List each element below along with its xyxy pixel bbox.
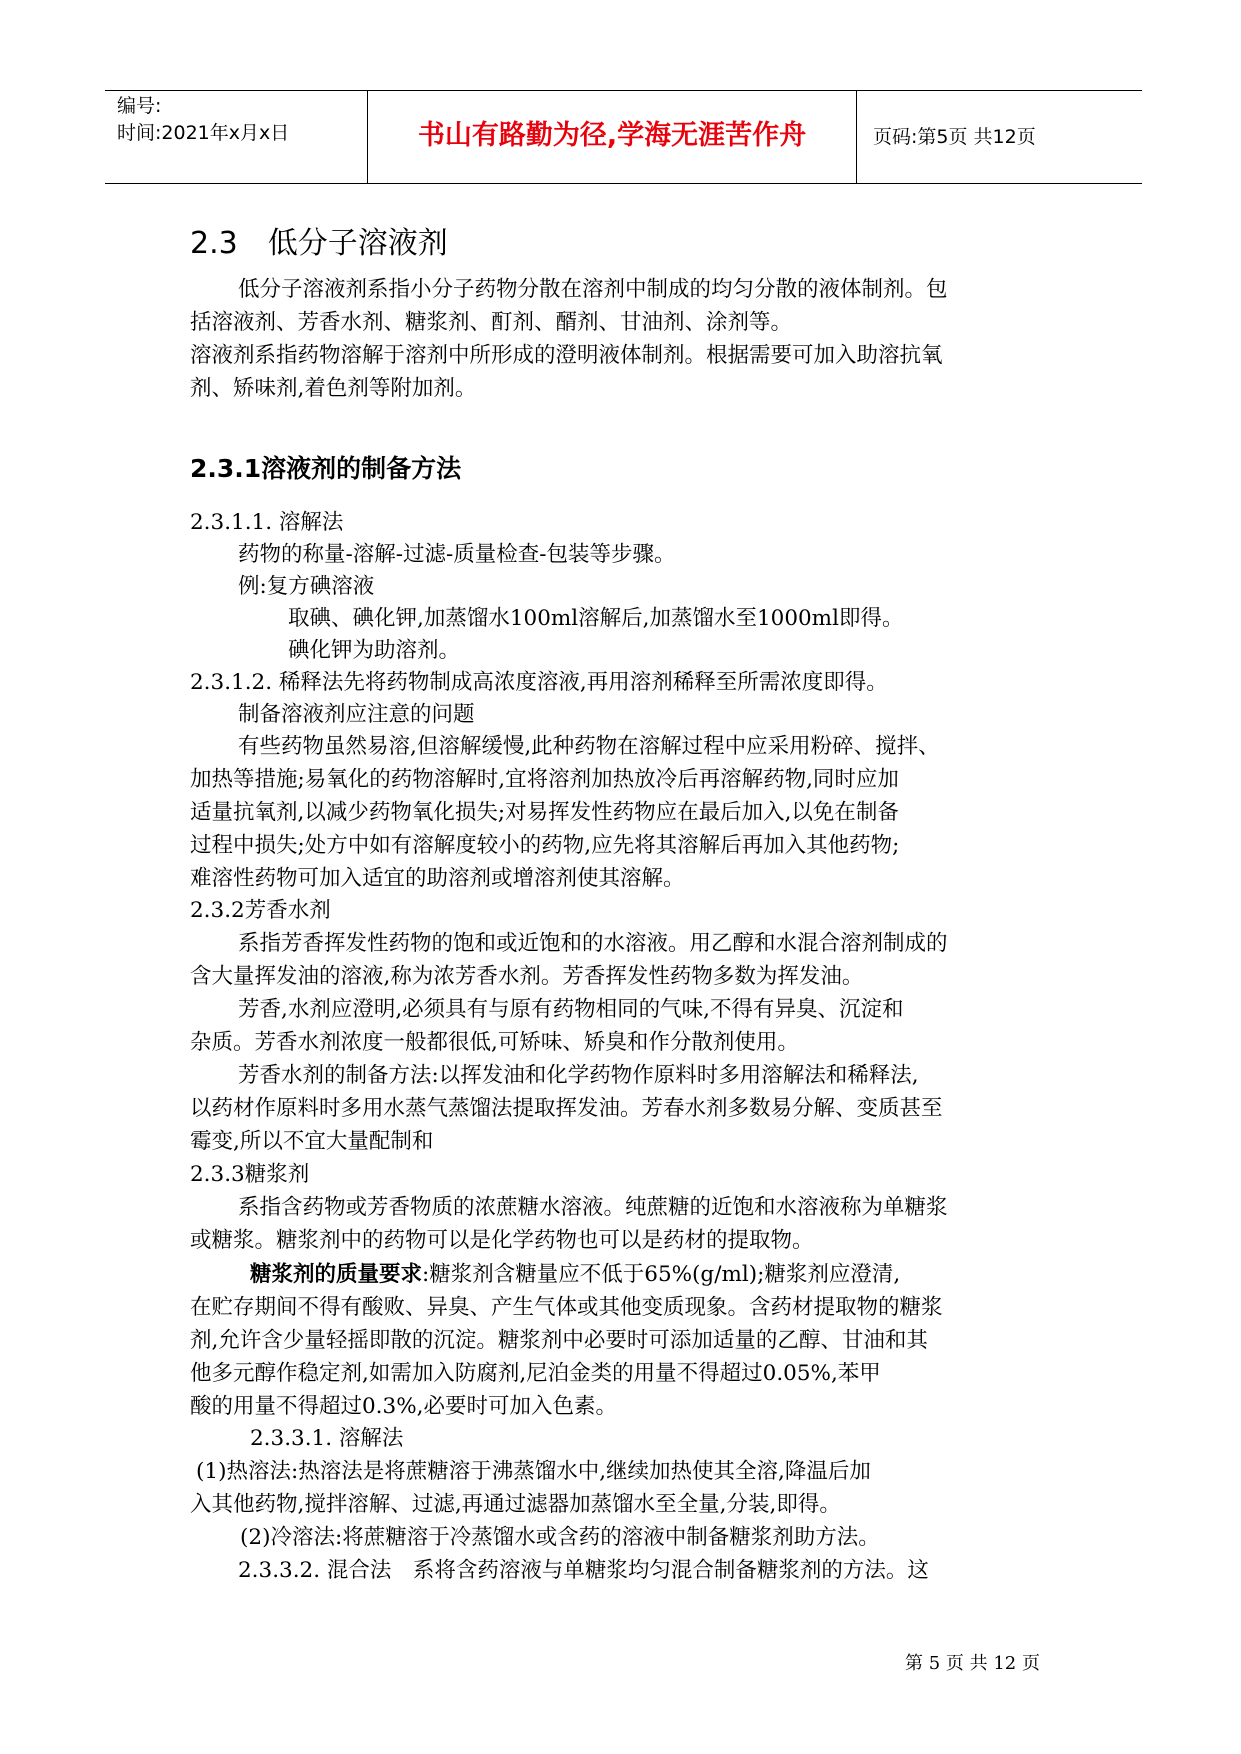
example-label: 例:复方碘溶液: [238, 574, 375, 599]
body-line: 霉变,所以不宜大量配制和: [190, 1129, 434, 1154]
body-line: 他多元醇作稳定剂,如需加入防腐剂,尼泊金类的用量不得超过0.05%,苯甲: [190, 1361, 881, 1386]
intro-line: 低分子溶液剂系指小分子药物分散在溶剂中制成的均匀分散的液体制剂。包: [238, 277, 948, 302]
body-line: 在贮存期间不得有酸败、异臭、产生气体或其他变质现象。含药材提取物的糖浆: [190, 1295, 943, 1320]
body-line: 入其他药物,搅拌溶解、过滤,再通过滤器加蒸馏水至全量,分装,即得。: [190, 1492, 841, 1517]
page-header: [105, 90, 1142, 184]
body-line: 剂,允许含少量轻摇即散的沉淀。糖浆剂中必要时可添加适量的乙醇、甘油和其: [190, 1328, 928, 1353]
quality-requirement-bold: 糖浆剂的质量要求: [250, 1262, 423, 1287]
body-line: 碘化钾为助溶剂。: [288, 638, 461, 663]
heading-2-3-3-1: 2.3.3.1. 溶解法: [250, 1426, 404, 1451]
intro-line: 括溶液剂、芳香水剂、糖浆剂、酊剂、醑剂、甘油剂、涂剂等。: [190, 310, 793, 335]
body-line: 难溶性药物可加入适宜的助溶剂或增溶剂使其溶解。: [190, 866, 685, 891]
body-line: 杂质。芳香水剂浓度一般都很低,可矫味、矫臭和作分散剂使用。: [190, 1030, 799, 1055]
heading-2-3-3-2: 2.3.3.2. 混合法 系将含药溶液与单糖浆均匀混合制备糖浆剂的方法。这: [238, 1558, 929, 1583]
body-line: 或糖浆。糖浆剂中的药物可以是化学药物也可以是药材的提取物。: [190, 1228, 814, 1253]
body-line: 芳香,水剂应澄明,必须具有与原有药物相同的气味,不得有异臭、沉淀和: [238, 997, 904, 1022]
body-line: 有些药物虽然易溶,但溶解缓慢,此种药物在溶解过程中应采用粉碎、搅拌、: [238, 734, 940, 759]
body-line: 含大量挥发油的溶液,称为浓芳香水剂。芳香挥发性药物多数为挥发油。: [190, 964, 864, 989]
body-line: 系指芳香挥发性药物的饱和或近饱和的水溶液。用乙醇和水混合溶剂制成的: [238, 931, 948, 956]
section-title: 2.3 低分子溶液剂: [190, 226, 448, 261]
header-middle-cell: [368, 91, 857, 183]
body-line: 药物的称量-溶解-过滤-质量检查-包装等步骤。: [238, 542, 676, 567]
intro-line: 溶液剂系指药物溶解于溶剂中所形成的澄明液体制剂。根据需要可加入助溶抗氧: [190, 343, 943, 368]
heading-2-3-3: 2.3.3糖浆剂: [190, 1162, 310, 1187]
header-right-cell: [857, 91, 1142, 183]
body-line: 系指含药物或芳香物质的浓蔗糖水溶液。纯蔗糖的近饱和水溶液称为单糖浆: [238, 1195, 948, 1220]
quality-requirement-text: :糖浆剂含糖量应不低于65%(g/ml);糖浆剂应澄清,: [422, 1262, 901, 1287]
document-time-label: 时间:2021年x月x日: [117, 122, 290, 144]
body-line: 取碘、碘化钾,加蒸馏水100ml溶解后,加蒸馏水至1000ml即得。: [288, 606, 904, 631]
header-motto: 书山有路勤为径,学海无涯苦作舟: [417, 120, 807, 151]
quality-requirement-line: [250, 1260, 900, 1290]
body-line: 制备溶液剂应注意的问题: [238, 702, 475, 727]
body-line: 芳香水剂的制备方法:以挥发油和化学药物作原料时多用溶解法和稀释法,: [238, 1063, 919, 1088]
intro-line: 剂、矫味剂,着色剂等附加剂。: [190, 376, 477, 401]
heading-2-3-1-2: 2.3.1.2. 稀释法先将药物制成高浓度溶液,再用溶剂稀释至所需浓度即得。: [190, 670, 888, 695]
document-number-label: 编号:: [117, 95, 162, 117]
header-page-label: 页码:第5页 共12页: [873, 126, 1036, 148]
body-line: 适量抗氧剂,以减少药物氧化损失;对易挥发性药物应在最后加入,以免在制备: [190, 800, 899, 825]
heading-2-3-2: 2.3.2芳香水剂: [190, 898, 331, 923]
header-left-cell: [105, 91, 368, 183]
body-line: (2)冷溶法:将蔗糖溶于冷蒸馏水或含药的溶液中制备糖浆剂助方法。: [240, 1525, 880, 1550]
body-line: 加热等措施;易氧化的药物溶解时,宜将溶剂加热放冷后再溶解药物,同时应加: [190, 767, 899, 792]
page-footer: 第 5 页 共 12 页: [905, 1653, 1040, 1674]
heading-2-3-1-1: 2.3.1.1. 溶解法: [190, 510, 344, 535]
subsection-title: 2.3.1溶液剂的制备方法: [190, 454, 462, 483]
body-line: 过程中损失;处方中如有溶解度较小的药物,应先将其溶解后再加入其他药物;: [190, 833, 900, 858]
body-line: 酸的用量不得超过0.3%,必要时可加入色素。: [190, 1394, 617, 1419]
body-line: 以药材作原料时多用水蒸气蒸馏法提取挥发油。芳春水剂多数易分解、变质甚至: [190, 1096, 943, 1121]
body-line: (1)热溶法:热溶法是将蔗糖溶于沸蒸馏水中,继续加热使其全溶,降温后加: [196, 1459, 871, 1484]
